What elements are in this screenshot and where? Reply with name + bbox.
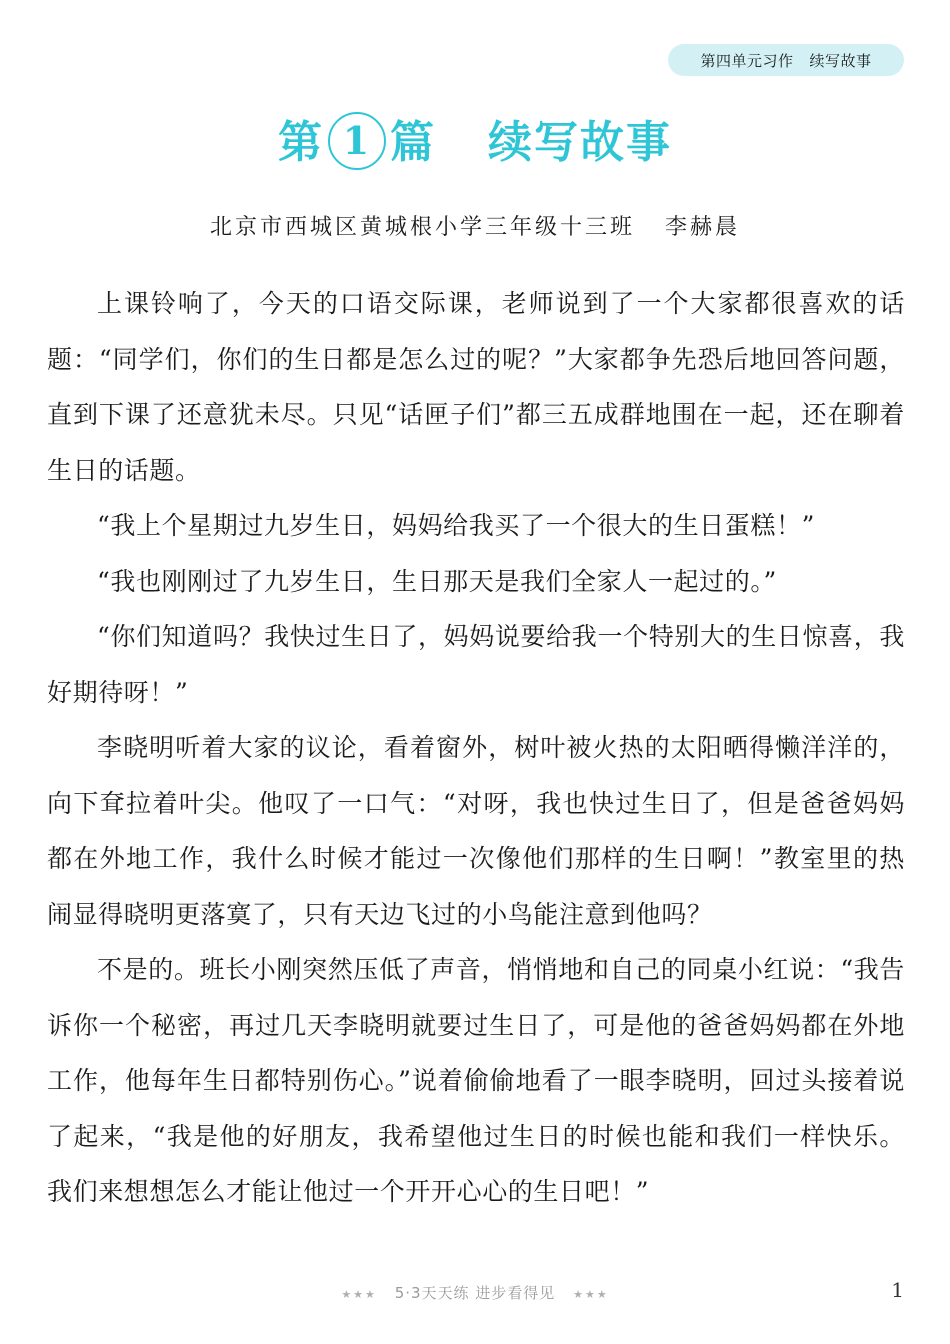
- author-name: 李赫晨: [665, 215, 741, 240]
- article-body: [47, 276, 905, 1220]
- title-name: 续写故事: [488, 117, 672, 168]
- unit-label: 第四单元习作: [700, 51, 794, 70]
- paragraph: “我也刚刚过了九岁生日，生日那天是我们全家人一起过的。”: [97, 566, 777, 596]
- paragraph: “你们知道吗？我快过生日了，妈妈说要给我一个特别大的生日惊喜，我好期待呀！”: [47, 622, 905, 707]
- star-decoration-right: ★★★: [573, 1288, 609, 1301]
- title-prefix: 第: [278, 117, 324, 168]
- unit-header-badge: [668, 44, 904, 76]
- topic-label: 续写故事: [809, 51, 872, 70]
- paragraph: “我上个星期过九岁生日，妈妈给我买了一个很大的生日蛋糕！”: [97, 511, 815, 540]
- paragraph: 李晓明听着大家的议论，看着窗外，树叶被火热的太阳晒得懒洋洋的，向下耷拉着叶尖。他叹了一口气：“对呀，我也快过生日了，但是爸爸妈妈都在外地工作，我什么时候才能过一次像他们那样的生日啊！”教室里的热闹显得晓明更落寞了，只有天边飞过的小鸟能注意到他吗？: [47, 733, 905, 929]
- page-number: 1: [891, 1278, 904, 1302]
- page-title: [0, 106, 950, 174]
- paragraph: 不是的。班长小刚突然压低了声音，悄悄地和自己的同桌小红说：“我告诉你一个秘密，再过几天李晓明就要过生日了，可是他的爸爸妈妈都在外地工作，他每年生日都特别伤心。”说着偷偷地看了一眼李晓明，回过头接着说了起来，“我是他的好朋友，我希望他过生日的时候也能和我们一样快乐。我们来想想怎么才能让他过一个开开心心的生日吧！”: [47, 955, 905, 1206]
- author-byline: [0, 210, 950, 241]
- page-footer: [0, 1282, 950, 1303]
- school-name: 北京市西城区黄城根小学三年级十三班: [209, 215, 635, 240]
- title-suffix: 篇: [390, 117, 436, 168]
- article-number-circle: 1: [328, 112, 386, 170]
- footer-slogan: 5·3天天练 进步看得见: [394, 1284, 556, 1302]
- paragraph: 上课铃响了，今天的口语交际课，老师说到了一个大家都很喜欢的话题：“同学们，你们的生日都是怎么过的呢？”大家都争先恐后地回答问题，直到下课了还意犹未尽。只见“话匣子们”都三五成群地围在一起，还在聊着生日的话题。: [47, 289, 905, 485]
- star-decoration-left: ★★★: [341, 1288, 377, 1301]
